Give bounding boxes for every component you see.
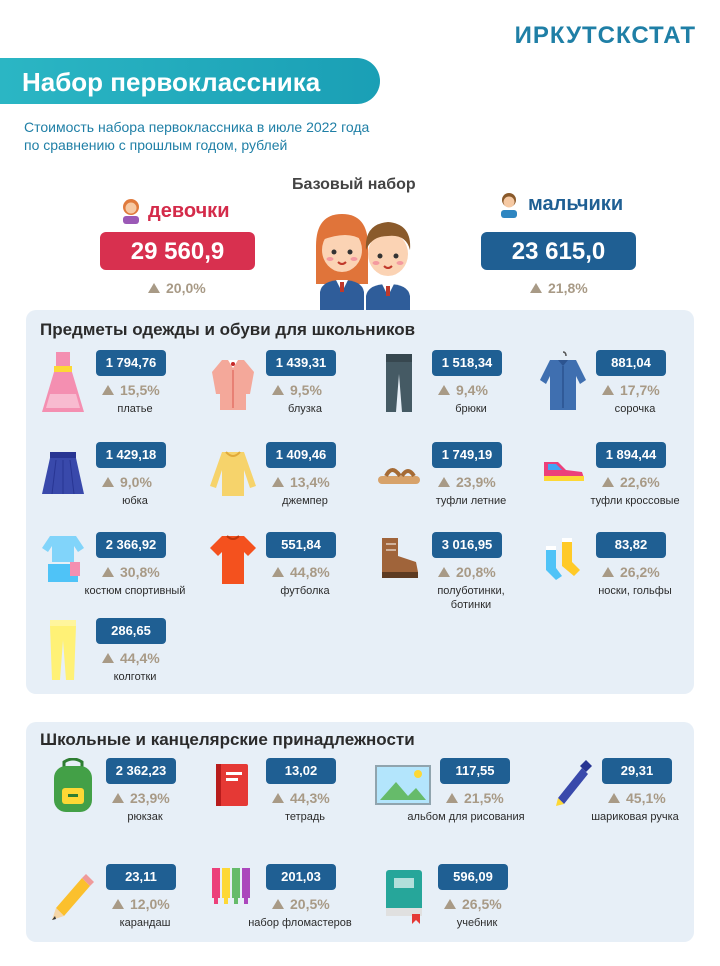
boy-icon	[498, 192, 520, 218]
clothing-panel-title: Предметы одежды и обуви для школьников	[40, 320, 416, 339]
item-name: брюки	[455, 403, 487, 415]
price-badge: 596,09	[438, 864, 508, 890]
clothing-item-sandal	[376, 442, 536, 522]
price-badge: 201,03	[266, 864, 336, 890]
item-name: набор фломастеров	[248, 917, 352, 929]
increase-triangle-icon	[102, 567, 114, 577]
price-change-value: 30,8%	[120, 564, 160, 580]
increase-triangle-icon	[102, 385, 114, 395]
price-badge: 2 362,23	[106, 758, 176, 784]
girls-change	[148, 280, 206, 296]
price-change-value: 23,9%	[130, 790, 170, 806]
increase-triangle-icon	[112, 793, 124, 803]
item-name: платье	[117, 403, 153, 415]
price-change	[602, 564, 660, 580]
clothing-item-blouse	[210, 350, 370, 430]
schoolchildren-illustration	[308, 206, 418, 310]
price-change-value: 23,9%	[456, 474, 496, 490]
price-change-value: 9,0%	[120, 474, 152, 490]
price-change	[272, 564, 330, 580]
supply-item-backpack	[50, 758, 210, 838]
item-name: сорочка	[614, 403, 656, 415]
price-change	[102, 474, 152, 490]
clothing-item-jumper	[210, 442, 370, 522]
price-change-value: 22,6%	[620, 474, 660, 490]
clothing-item-sneaker	[540, 442, 700, 522]
increase-triangle-icon	[438, 567, 450, 577]
price-change-value: 44,8%	[290, 564, 330, 580]
price-change-value: 12,0%	[130, 896, 170, 912]
price-change-value: 26,2%	[620, 564, 660, 580]
boys-change	[530, 280, 588, 296]
price-change-value: 44,3%	[290, 790, 330, 806]
clothing-item-trousers	[376, 350, 536, 430]
item-name: костюм спортивный	[84, 585, 186, 597]
increase-triangle-icon	[272, 385, 284, 395]
price-change-value: 21,5%	[464, 790, 504, 806]
supply-item-markers	[210, 864, 370, 944]
price-change	[112, 896, 170, 912]
price-change	[602, 382, 660, 398]
price-change-value: 26,5%	[462, 896, 502, 912]
increase-triangle-icon	[438, 477, 450, 487]
item-name: колготки	[113, 671, 157, 683]
price-change	[438, 474, 496, 490]
price-badge: 3 016,95	[432, 532, 502, 558]
girl-icon	[120, 198, 142, 224]
price-badge: 13,02	[266, 758, 336, 784]
price-badge: 83,82	[596, 532, 666, 558]
price-badge: 117,55	[440, 758, 510, 784]
price-change	[102, 650, 160, 666]
price-change-value: 9,4%	[456, 382, 488, 398]
clothing-item-tshirt	[210, 532, 370, 612]
item-name: туфли летние	[435, 495, 507, 507]
increase-triangle-icon	[272, 793, 284, 803]
increase-triangle-icon	[446, 793, 458, 803]
price-change-value: 17,7%	[620, 382, 660, 398]
price-change	[438, 382, 488, 398]
brand-logo-text: ИРКУТСКСТАТ	[514, 22, 696, 49]
price-badge: 29,31	[602, 758, 672, 784]
price-change-value: 15,5%	[120, 382, 160, 398]
price-badge: 1 409,46	[266, 442, 336, 468]
item-name: туфли кроссовые	[590, 495, 680, 507]
price-change	[272, 790, 330, 806]
clothing-item-dress	[40, 350, 200, 430]
price-badge: 1 794,76	[96, 350, 166, 376]
price-badge: 881,04	[596, 350, 666, 376]
price-change	[272, 896, 330, 912]
girls-change-value: 20,0%	[166, 280, 206, 296]
price-badge: 23,11	[106, 864, 176, 890]
clothing-item-tracksuit	[40, 532, 200, 612]
supply-item-textbook	[382, 864, 542, 944]
page-title: Набор первоклассника	[0, 58, 380, 104]
price-change	[102, 382, 160, 398]
clothing-item-boots	[376, 532, 536, 612]
subtitle	[24, 118, 424, 154]
item-name: шариковая ручка	[591, 811, 679, 823]
increase-triangle-icon	[112, 899, 124, 909]
increase-triangle-icon	[602, 567, 614, 577]
increase-triangle-icon	[530, 283, 542, 293]
increase-triangle-icon	[444, 899, 456, 909]
item-name: футболка	[280, 585, 330, 597]
increase-triangle-icon	[608, 793, 620, 803]
price-change	[438, 564, 496, 580]
price-change	[272, 474, 330, 490]
item-name: юбка	[122, 495, 148, 507]
item-name: карандаш	[119, 917, 171, 929]
girls-label: девочки	[148, 200, 230, 222]
item-name: тетрадь	[284, 811, 326, 823]
price-change	[446, 790, 504, 806]
increase-triangle-icon	[602, 477, 614, 487]
price-badge: 2 366,92	[96, 532, 166, 558]
price-change	[444, 896, 502, 912]
price-change-value: 44,4%	[120, 650, 160, 666]
price-change-value: 20,8%	[456, 564, 496, 580]
clothing-panel	[26, 310, 694, 694]
price-badge: 1 439,31	[266, 350, 336, 376]
price-change	[102, 564, 160, 580]
supply-item-pen	[550, 758, 690, 838]
item-name: учебник	[456, 917, 498, 929]
increase-triangle-icon	[102, 477, 114, 487]
price-badge: 551,84	[266, 532, 336, 558]
clothing-item-shirt	[540, 350, 700, 430]
clothing-item-socks	[540, 532, 700, 612]
price-change-value: 45,1%	[626, 790, 666, 806]
price-badge: 1 518,34	[432, 350, 502, 376]
boys-label: мальчики	[528, 193, 624, 215]
increase-triangle-icon	[438, 385, 450, 395]
base-set-title: Базовый набор	[292, 176, 416, 193]
boys-change-value: 21,8%	[548, 280, 588, 296]
price-change	[608, 790, 666, 806]
price-badge: 286,65	[96, 618, 166, 644]
increase-triangle-icon	[272, 567, 284, 577]
price-change-value: 13,4%	[290, 474, 330, 490]
supplies-panel-title: Школьные и канцелярские принадлежности	[40, 730, 415, 749]
item-name: носки, гольфы	[598, 585, 672, 597]
girls-total: 29 560,9	[100, 232, 255, 270]
price-change	[602, 474, 660, 490]
supplies-panel	[26, 722, 694, 942]
item-name: полуботинки, ботинки	[437, 585, 505, 611]
item-name: джемпер	[282, 495, 328, 507]
price-badge: 1 894,44	[596, 442, 666, 468]
increase-triangle-icon	[272, 899, 284, 909]
item-name: рюкзак	[127, 811, 163, 823]
price-change	[272, 382, 322, 398]
increase-triangle-icon	[602, 385, 614, 395]
clothing-item-tights	[40, 618, 200, 698]
supply-item-album	[376, 758, 546, 838]
price-badge: 1 749,19	[432, 442, 502, 468]
clothing-item-skirt	[40, 442, 200, 522]
boys-total: 23 615,0	[481, 232, 636, 270]
supply-item-pencil	[50, 864, 210, 944]
increase-triangle-icon	[272, 477, 284, 487]
price-badge: 1 429,18	[96, 442, 166, 468]
increase-triangle-icon	[148, 283, 160, 293]
price-change-value: 9,5%	[290, 382, 322, 398]
price-change	[112, 790, 170, 806]
item-name: альбом для рисования	[407, 811, 525, 823]
supply-item-notebook	[210, 758, 370, 838]
subtitle-line-1: Стоимость набора первоклассника в июле 2022 года	[24, 119, 370, 135]
item-name: блузка	[288, 403, 322, 415]
price-change-value: 20,5%	[290, 896, 330, 912]
subtitle-line-2: по сравнению с прошлым годом, рублей	[24, 137, 288, 153]
increase-triangle-icon	[102, 653, 114, 663]
